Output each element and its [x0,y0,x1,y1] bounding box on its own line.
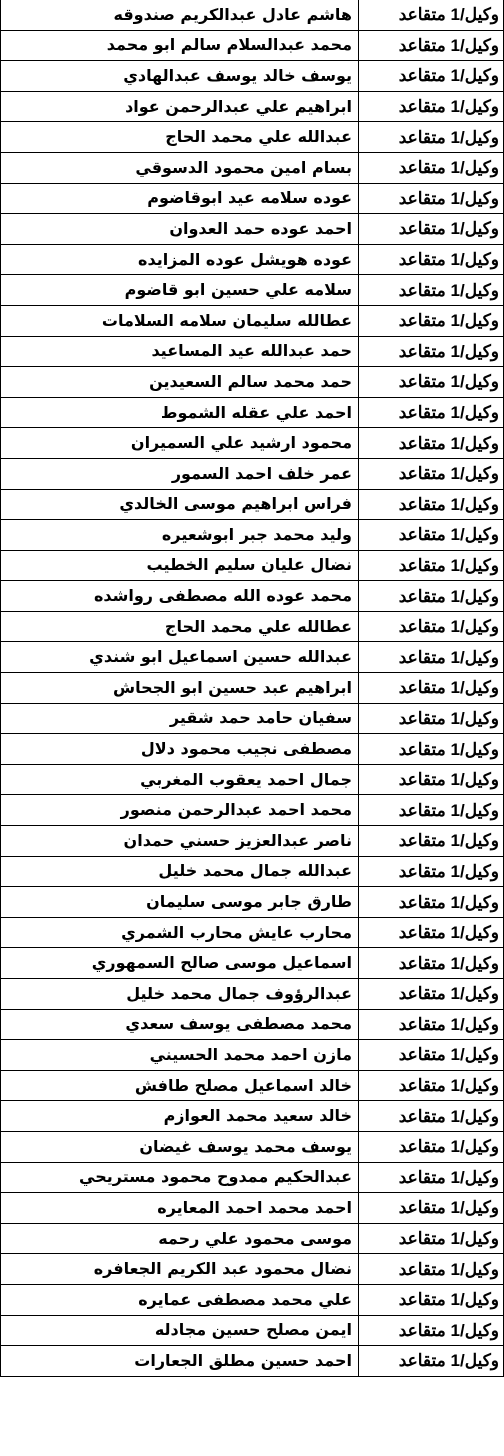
table-row [1,489,504,520]
name-cell: حمد محمد سالم السعيدين [1,367,359,398]
table-row [1,642,504,673]
rank-cell: وكيل/1 متقاعد [359,1254,504,1285]
table-row [1,979,504,1010]
rank-cell: وكيل/1 متقاعد [359,673,504,704]
name-cell: عوده سلامه عيد ابوقاضوم [1,183,359,214]
table-row [1,550,504,581]
rank-cell: وكيل/1 متقاعد [359,458,504,489]
rank-cell: وكيل/1 متقاعد [359,1193,504,1224]
name-cell: محمد مصطفى يوسف سعدي [1,1009,359,1040]
table-row [1,30,504,61]
rank-cell: وكيل/1 متقاعد [359,764,504,795]
name-cell: ابراهيم عبد حسين ابو الجحاش [1,673,359,704]
rank-cell: وكيل/1 متقاعد [359,1346,504,1377]
name-cell: عبدالرؤوف جمال محمد خليل [1,979,359,1010]
table-row [1,581,504,612]
name-cell: عبدالله حسين اسماعيل ابو شندي [1,642,359,673]
name-cell: يوسف محمد يوسف غيضان [1,1131,359,1162]
name-cell: محارب عايش محارب الشمري [1,917,359,948]
rank-cell: وكيل/1 متقاعد [359,703,504,734]
name-cell: حمد عبدالله عيد المساعيد [1,336,359,367]
rank-cell: وكيل/1 متقاعد [359,1131,504,1162]
rank-cell: وكيل/1 متقاعد [359,1284,504,1315]
rank-cell: وكيل/1 متقاعد [359,152,504,183]
name-cell: نضال محمود عبد الكريم الجعافره [1,1254,359,1285]
name-cell: سفيان حامد حمد شقير [1,703,359,734]
rank-cell: وكيل/1 متقاعد [359,0,504,30]
table-body [1,0,504,1376]
rank-cell: وكيل/1 متقاعد [359,275,504,306]
table-row [1,1040,504,1071]
table-row [1,1284,504,1315]
name-cell: بسام امين محمود الدسوقي [1,152,359,183]
table-row [1,1009,504,1040]
rank-cell: وكيل/1 متقاعد [359,1223,504,1254]
table-row [1,397,504,428]
table-row [1,917,504,948]
name-cell: فراس ابراهيم موسى الخالدي [1,489,359,520]
name-cell: عمر خلف احمد السمور [1,458,359,489]
rank-cell: وكيل/1 متقاعد [359,397,504,428]
name-cell: وليد محمد جبر ابوشعيره [1,520,359,551]
table-row [1,244,504,275]
rank-cell: وكيل/1 متقاعد [359,520,504,551]
name-cell: محمد احمد عبدالرحمن منصور [1,795,359,826]
table-row [1,948,504,979]
rank-cell: وكيل/1 متقاعد [359,642,504,673]
name-cell: محمد عبدالسلام سالم ابو محمد [1,30,359,61]
table-row [1,305,504,336]
rank-cell: وكيل/1 متقاعد [359,489,504,520]
name-cell: طارق جابر موسى سليمان [1,887,359,918]
name-cell: هاشم عادل عبدالكريم صندوقه [1,0,359,30]
rank-cell: وكيل/1 متقاعد [359,1315,504,1346]
rank-cell: وكيل/1 متقاعد [359,244,504,275]
table-row [1,1254,504,1285]
table-row [1,1070,504,1101]
table-row [1,336,504,367]
rank-cell: وكيل/1 متقاعد [359,1162,504,1193]
rank-cell: وكيل/1 متقاعد [359,795,504,826]
rank-cell: وكيل/1 متقاعد [359,305,504,336]
table-row [1,91,504,122]
table-row [1,795,504,826]
table-row [1,152,504,183]
table-row [1,764,504,795]
table-row [1,1193,504,1224]
table-row [1,611,504,642]
table-row [1,520,504,551]
rank-cell: وكيل/1 متقاعد [359,826,504,857]
name-cell: احمد حسين مطلق الجعارات [1,1346,359,1377]
name-cell: عطالله سليمان سلامه السلامات [1,305,359,336]
table-row [1,1315,504,1346]
rank-cell: وكيل/1 متقاعد [359,734,504,765]
rank-cell: وكيل/1 متقاعد [359,61,504,92]
rank-cell: وكيل/1 متقاعد [359,1070,504,1101]
rank-cell: وكيل/1 متقاعد [359,948,504,979]
rank-cell: وكيل/1 متقاعد [359,856,504,887]
rank-cell: وكيل/1 متقاعد [359,336,504,367]
rank-cell: وكيل/1 متقاعد [359,1040,504,1071]
name-cell: عوده هويشل عوده المزايده [1,244,359,275]
name-cell: جمال احمد يعقوب المغربي [1,764,359,795]
name-cell: عطالله علي محمد الحاج [1,611,359,642]
name-cell: خالد سعيد محمد العوازم [1,1101,359,1132]
name-cell: احمد عوده حمد العدوان [1,214,359,245]
name-cell: علي محمد مصطفى عمايره [1,1284,359,1315]
name-cell: مصطفى نجيب محمود دلال [1,734,359,765]
table-row [1,367,504,398]
name-cell: نضال عليان سليم الخطيب [1,550,359,581]
name-cell: موسى محمود علي رحمه [1,1223,359,1254]
table-row [1,61,504,92]
name-cell: عبدالحكيم ممدوح محمود مستريحي [1,1162,359,1193]
table-row [1,734,504,765]
rank-cell: وكيل/1 متقاعد [359,550,504,581]
table-row [1,1131,504,1162]
table-row [1,183,504,214]
name-cell: عبدالله جمال محمد خليل [1,856,359,887]
name-cell: ابراهيم علي عبدالرحمن عواد [1,91,359,122]
rank-cell: وكيل/1 متقاعد [359,917,504,948]
table-row [1,1101,504,1132]
table-row [1,856,504,887]
rank-cell: وكيل/1 متقاعد [359,367,504,398]
table-row [1,826,504,857]
rank-cell: وكيل/1 متقاعد [359,91,504,122]
name-cell: مازن احمد محمد الحسيني [1,1040,359,1071]
name-cell: محمد عوده الله مصطفى رواشده [1,581,359,612]
table-row [1,428,504,459]
name-cell: يوسف خالد يوسف عبدالهادي [1,61,359,92]
rank-cell: وكيل/1 متقاعد [359,1009,504,1040]
rank-cell: وكيل/1 متقاعد [359,183,504,214]
name-cell: احمد محمد احمد المعايره [1,1193,359,1224]
rank-cell: وكيل/1 متقاعد [359,979,504,1010]
name-cell: ناصر عبدالعزيز حسني حمدان [1,826,359,857]
table-row [1,122,504,153]
table-row [1,703,504,734]
name-cell: عبدالله علي محمد الحاج [1,122,359,153]
rank-cell: وكيل/1 متقاعد [359,887,504,918]
table-row [1,1346,504,1377]
name-cell: ايمن مصلح حسين مجادله [1,1315,359,1346]
rank-cell: وكيل/1 متقاعد [359,1101,504,1132]
table-row [1,1223,504,1254]
rank-cell: وكيل/1 متقاعد [359,214,504,245]
rank-cell: وكيل/1 متقاعد [359,30,504,61]
name-cell: احمد علي عقله الشموط [1,397,359,428]
name-cell: محمود ارشيد علي السميران [1,428,359,459]
name-cell: اسماعيل موسى صالح السمهوري [1,948,359,979]
table-row [1,214,504,245]
table-row [1,887,504,918]
table-row [1,275,504,306]
rank-cell: وكيل/1 متقاعد [359,122,504,153]
rank-cell: وكيل/1 متقاعد [359,581,504,612]
rank-cell: وكيل/1 متقاعد [359,428,504,459]
name-cell: خالد اسماعيل مصلح طافش [1,1070,359,1101]
table-row [1,0,504,30]
table-row [1,673,504,704]
rank-cell: وكيل/1 متقاعد [359,611,504,642]
name-cell: سلامه علي حسين ابو قاضوم [1,275,359,306]
table-row [1,1162,504,1193]
table-row [1,458,504,489]
